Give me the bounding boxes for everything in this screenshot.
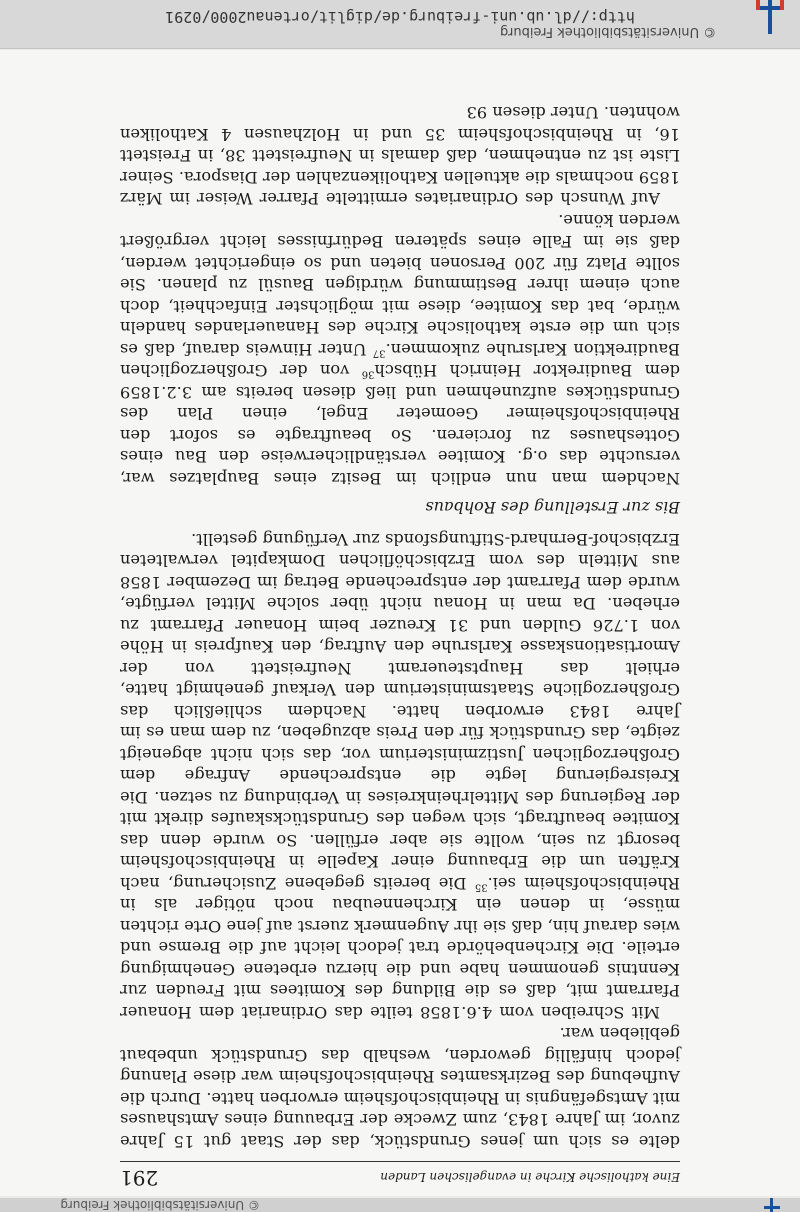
university-logo-icon bbox=[756, 0, 784, 34]
body-text bbox=[120, 102, 680, 1152]
footnote-37: 37 bbox=[372, 347, 386, 359]
paragraph-3: Nachdem man nun endlich im Besitz eines Bauplatzes war, versuchte das o.g. Komitee verständlicherweise den Bau eines Gotteshauses zu forcieren. So beauftragte es sofort den Rheinbischofsheimer Geometer Engel, einen Plan des Grundstückes aufzunehmen und ließ diesen bereits am 3.2.1859 dem Baudirektor Heinrich Hübsch$^{36}$ von der Großherzoglichen Baudirektion Karlsruhe zukommen.$^{37}$ Unter Hinweis darauf, daß es sich um die erste katholische Kirche des Hanauerlandes handeln würde, bat das Komitee, diese mit möglichster Einfachheit, doch auch einem ihrer Bestimmung würdigen Bausül zu planen. Sie sollte Platz für 200 Personen bieten und so eingerichtet werden, daß sie im Falle eines späteren Bedürfnisses leicht vergrößert werden könne. bbox=[119, 211, 680, 488]
copyright-notice-bottom: © Universitätsbibliothek Freiburg bbox=[60, 1198, 260, 1212]
page-number: 291 bbox=[120, 1166, 159, 1190]
viewer-bottom-bar bbox=[0, 1198, 800, 1212]
running-head: Eine katholische Kirche in evangelischen Landen bbox=[380, 1170, 680, 1184]
page-content-rotated bbox=[0, 50, 800, 1196]
section-heading: Bis zur Erstellung des Rohbaus bbox=[425, 498, 680, 518]
paragraph-2: Mit Schreiben vom 4.6.1858 teilte das Ordinariat dem Honauer Pfarramt mit, daß es die Bildung des Komitees mit Freuden zur Kenntnis genommen habe und die hierzu erbetene Genehmigung erteile. Die Kirchenbehörde trat jedoch leicht auf die Bremse und wies darauf hin, daß sie ihr Augenmerk zuerst auf jene Orte richten müsse, in denen ein Kirchenneubau noch nötiger als in Rheinbischofsheim sei.$^{35}$ Die bereits gegebene Zusicherung, nach Kräften um die Erbauung einer Kapelle in Rheinbischofsheim besorgt zu sein, wollte sie aber erfüllen. So wurde denn das Komitee beauftragt, sich wegen des Grundstückskaufes direkt mit der Regierung des Mittelrheinkreises in Verbindung zu setzen. Die Kreisregierung legte die entsprechende Anfrage dem Großherzoglichen Justizministerium vor, das sich nicht abgeneigt zeigte, das Grundstück für den Preis abzugeben, zu dem man es im Jahre 1843 erworben hatte. Nachdem schließlich das Großherzogliche Staatsministerium den Verkauf genehmigt hatte, erhielt das Hauptsteueramt Neufreistett von der Amortisationskasse Karlsruhe den Auftrag, den Kaufpreis in Höhe von 1.726 Gulden und 31 Kreuzer beim Honauer Pfarramt zu erheben. Da man in Honau nicht über solche Mittel verfügte, wurde dem Pfarramt der entsprechende Betrag im Dezember 1858 aus Mitteln des vom Erzbischöflichen Domkapitel verwalteten Erzbischof-Bernhard-Stiftungsfonds zur Verfügung gestellt. bbox=[120, 530, 680, 1022]
page-header bbox=[120, 1161, 680, 1190]
source-url[interactable]: http://dl.ub.uni-freiburg.de/diglit/ortenau2000/0291 bbox=[165, 8, 635, 26]
paragraph-4: Auf Wunsch des Ordinariates ermittelte Pfarrer Weiser im März 1859 nochmals die aktuellen Katholikenzahlen der Diaspora. Seiner Liste ist zu entnehmen, daß damals in Neufreistett 38, in Freistett 16, in Rheinbischofsheim 35 und in Holzhausen 4 Katholiken wohnten. Unter diesen 93 bbox=[120, 103, 680, 209]
copyright-notice-top: © Universitätsbibliothek Freiburg bbox=[500, 24, 717, 39]
footnote-35: 35 bbox=[474, 881, 488, 893]
university-logo-icon-small bbox=[764, 1198, 780, 1212]
paragraph-1: delte es sich um jenes Grundstück, das der Staat gut 15 Jahre zuvor, im Jahre 1843, zum Zwecke der Erbauung eines Amtshauses mit Amtsgefängnis in Rheinbischofsheim erworben hatte. Durch die Aufhebung des Bezirksamtes Rheinbischofsheim war diese Planung jedoch hinfällig geworden, weshalb das Grundstück unbebaut geblieben war. bbox=[120, 1024, 680, 1151]
scanned-page bbox=[0, 50, 800, 1196]
footnote-36: 36 bbox=[361, 368, 375, 380]
